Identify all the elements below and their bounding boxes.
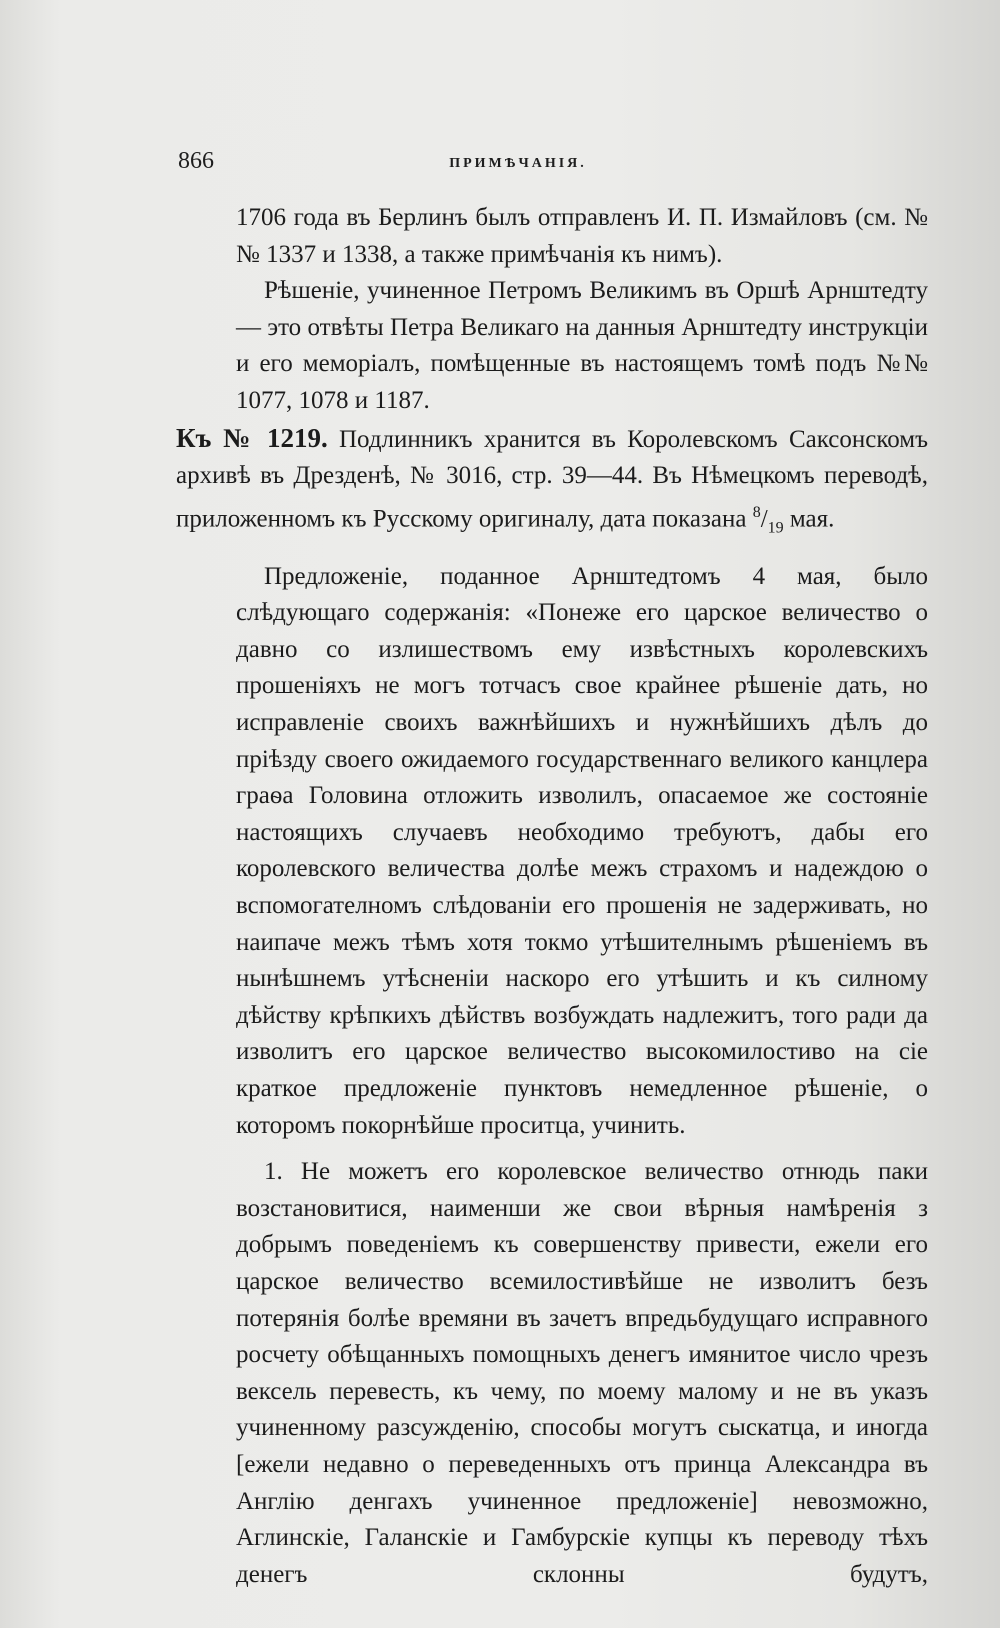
page-number: 866	[178, 148, 214, 174]
page-header	[178, 148, 938, 182]
note-reference-label: Къ № 1219.	[176, 422, 328, 453]
body-text	[176, 200, 929, 1593]
paragraph-proposal: Предложеніе, поданное Арнштедтомъ 4 мая, было слѣдующаго содержанія: «Понеже его царское величество о давно со излишествомъ ему извѣстныхъ королевскихъ прошеніяхъ не могъ тотчасъ свое крайнее рѣшеніе дать, но исправленіе своихъ важнѣйшихъ и нужнѣйшихъ дѣлъ до пріѣзду своего ожидаемого государственнаго великого канцлера граѳа Головина отложить изволилъ, опасаемое же состояніе настоящихъ случаевъ необходимо требуютъ, дабы его королевского величества долѣе межъ страхомъ и надеждою о вспомогателномъ слѣдованіи его прошенія не задерживать, но наипаче межъ тѣмъ хотя токмо утѣшителнымъ рѣшеніемъ въ нынѣшнемъ утѣсненіи наскоро его утѣшить и къ силному дѣйству крѣпкихъ дѣйствъ возбуждать надлежитъ, того ради да изволитъ его царское величество высокомилостиво на сіе краткое предложеніе пунктовъ немедленное рѣшеніе, о которомъ покорнѣйше проситца, учинить.	[236, 562, 928, 1139]
paragraph-point-1: 1. Не можетъ его королевское величество отнюдь паки возстановитися, наименши же свои вѣрныя намѣренія з добрымъ поведеніемъ къ совершенству привести, ежели его царское величество всемилостивѣйше не изволитъ безъ потерянія болѣе времяни въ зачетъ впредьбудущаго исправного росчету обѣщанныхъ помощныхъ денегъ имянитое число чрезъ вексель перевесть, къ чему, по моему малому и не въ указъ учиненному разсужденію, способы могутъ сыскатца, и иногда [ежели недавно о переведенныхъ отъ принца Александра въ Англію денгахъ учиненное предложеніе] невозможно, Аглинскіе, Галанскіе и Гамбурскіе купцы къ переводу тѣхъ денегъ склонны будутъ,	[236, 1158, 928, 1588]
date-numerator: 8	[752, 503, 761, 521]
paragraph-decision: Рѣшеніе, учиненное Петромъ Великимъ въ Оршѣ Арнштедту — это отвѣты Петра Великаго на данныя Арнштедту инструкціи и его меморіалъ, помѣщенные въ настоящемъ томѣ подъ №№ 1077, 1078 и 1187.	[236, 277, 928, 414]
note-text: Подлинникъ хранится въ Королевскомъ Саксонскомъ архивѣ въ Дрезденѣ, № 3016, стр. 39—44. Въ Нѣмецкомъ переводѣ, приложенномъ къ Русскому оригиналу, дата показана	[176, 425, 929, 533]
note-heading-paragraph: Къ № 1219. Подлинникъ хранится въ Королевскомъ Саксонскомъ архивѣ въ Дрезденѣ, № 3016, стр. 39—44. Въ Нѣмецкомъ переводѣ, приложенномъ къ Русскому оригиналу, дата показана $^8/_{19}$ мая.	[176, 422, 929, 537]
date-tail: мая.	[789, 505, 835, 533]
running-title: ПРИМѢЧАНІЯ.	[449, 156, 587, 171]
date-denominator: 19	[767, 519, 784, 537]
paragraph-continuation: 1706 года въ Берлинъ былъ отправленъ И. П. Измайловъ (см. №№ 1337 и 1338, а также примѣчанія къ нимъ).	[236, 204, 928, 268]
